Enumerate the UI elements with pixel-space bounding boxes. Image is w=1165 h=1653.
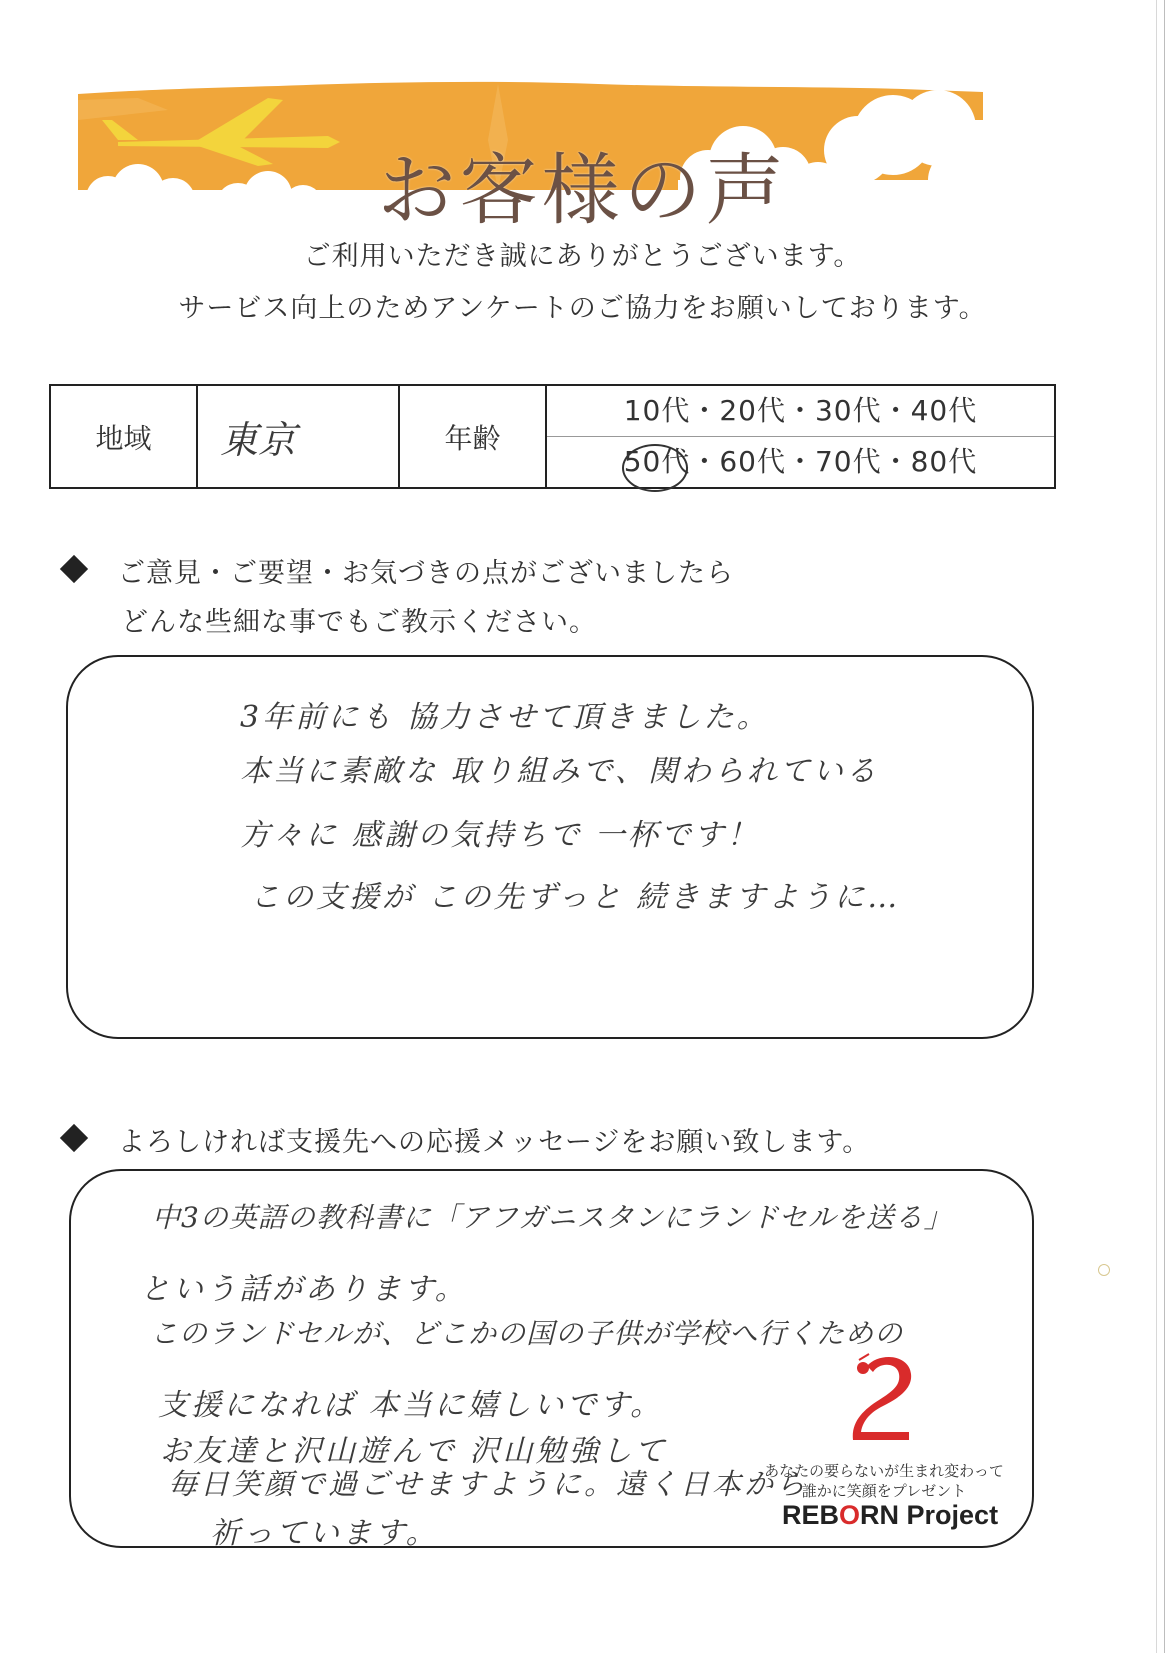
handwritten-line: 方々に 感謝の気持ちで 一杯です！ [240, 818, 760, 853]
age-selection-circle [622, 444, 688, 492]
handwritten-line: お友達と沢山遊んで 沢山勉強して [160, 1434, 668, 1469]
scan-speck [1098, 1264, 1110, 1276]
handwritten-line: 本当に素敵な 取り組みで、関わられている [240, 754, 879, 789]
logo-brand: REBORN Project [782, 1500, 999, 1530]
age-options-row: 50代・60代・70代・80代 [623, 445, 978, 478]
question-2 [60, 1120, 870, 1159]
handwritten-line: 支援になれば 本当に嬉しいです。 [158, 1388, 664, 1423]
handwritten-line: 中3の英語の教科書に「アフガニスタンにランドセルを送る」 [152, 1201, 953, 1234]
handwritten-line: 祈っています。 [210, 1516, 439, 1551]
logo-tagline: あなたの要らないが生まれ変わって [764, 1462, 1004, 1480]
region-label: 地域 [50, 385, 197, 488]
info-table [49, 384, 1056, 489]
handwritten-line: このランドセルが、どこかの国の子供が学校へ行くための [150, 1317, 904, 1350]
question-text: ご意見・ご要望・お気づきの点がございましたら [118, 558, 734, 589]
intro-text: ご利用いただき誠にありがとうございます。 [303, 241, 862, 272]
age-options-row: 10代・20代・30代・40代 [547, 386, 1054, 437]
handwritten-line: この支援が この先ずっと 続きますように… [250, 880, 901, 915]
page-title: お客様の声 [377, 146, 788, 236]
reborn-mark-icon [849, 1348, 919, 1444]
region-value: 東京 [197, 385, 399, 488]
handwritten-line: 毎日笑顔で過ごせますように。遠く日本から [168, 1467, 809, 1501]
question-text: よろしければ支援先への応援メッセージをお願い致します。 [118, 1127, 871, 1158]
logo-tagline: 誰かに笑顔をプレゼント [801, 1482, 967, 1500]
question-text: どんな些細な事でもご教示ください。 [121, 607, 597, 638]
intro-text: サービス向上のためアンケートのご協力をお願いしております。 [178, 293, 987, 324]
handwritten-line: 3年前にも 協力させて頂きました。 [240, 700, 770, 735]
diamond-bullet-icon [60, 555, 88, 583]
reborn-logo [764, 1348, 1004, 1538]
question-1 [60, 551, 734, 590]
diamond-bullet-icon [60, 1124, 88, 1152]
handwritten-line: という話があります。 [140, 1272, 468, 1307]
age-label: 年齢 [399, 385, 546, 488]
